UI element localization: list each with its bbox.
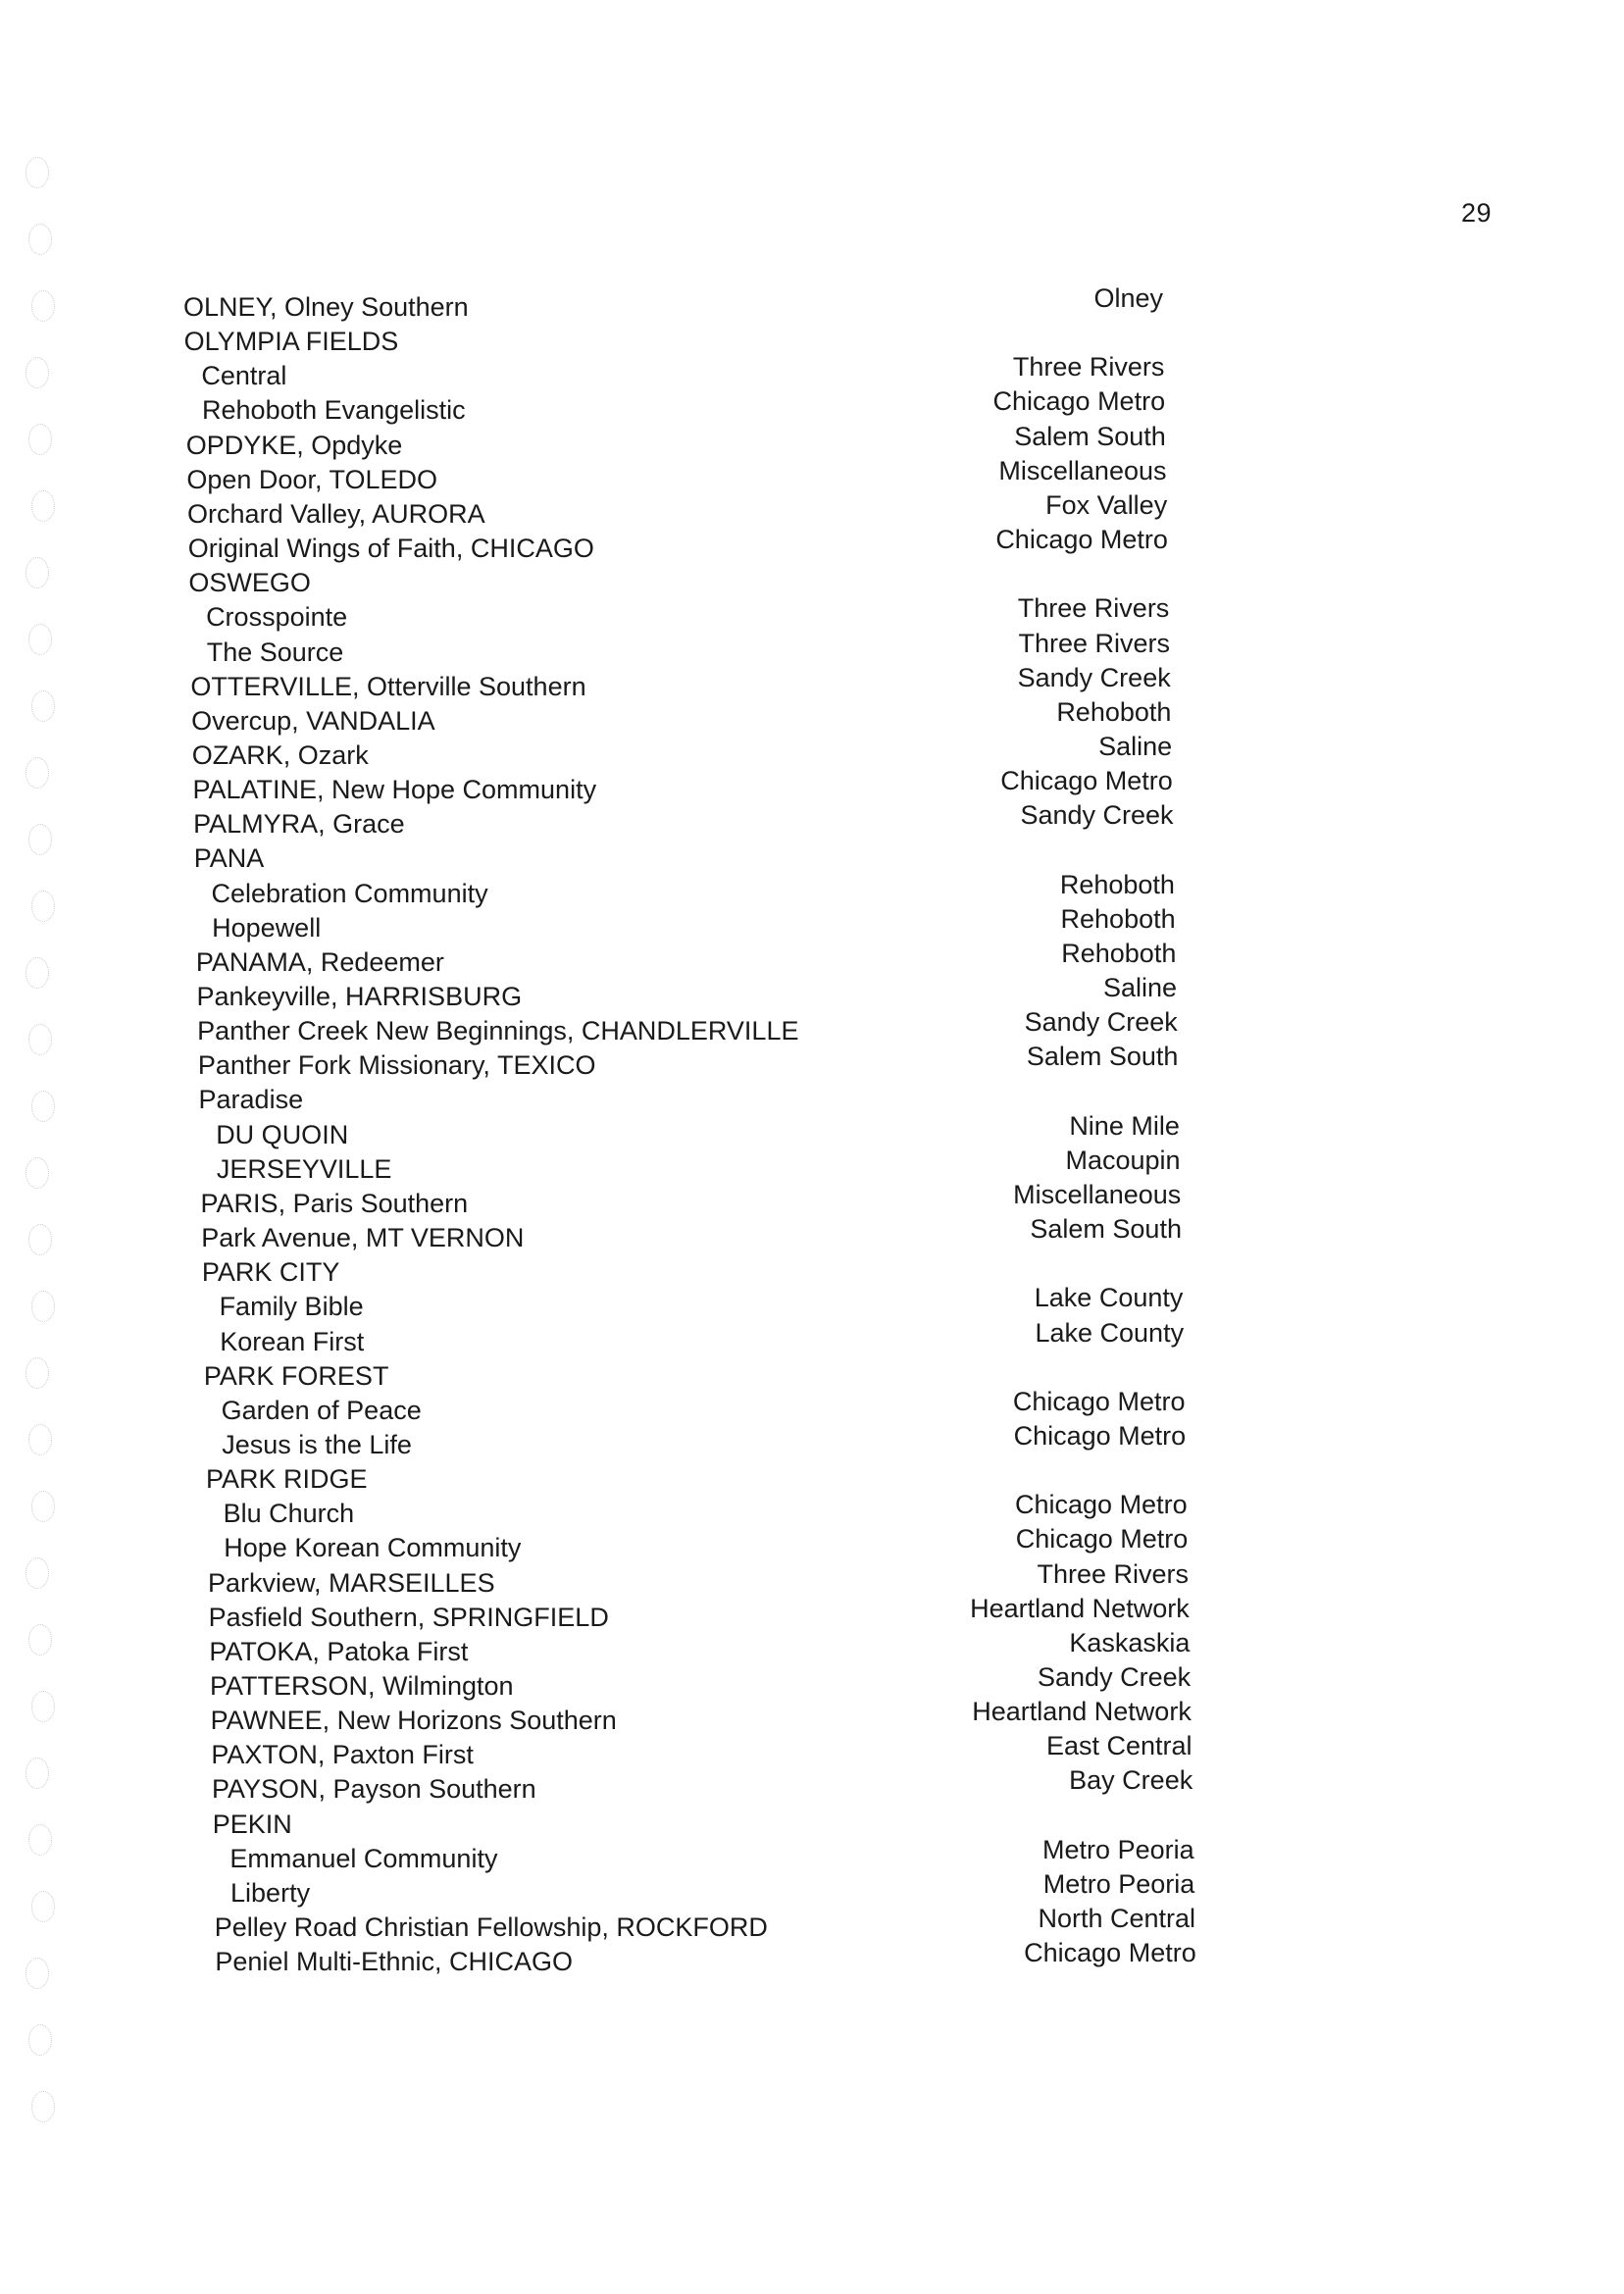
listing-association: Three Rivers	[1018, 628, 1171, 658]
listing-entry-name: PARK RIDGE	[205, 1464, 368, 1495]
listing-association: Chicago Metro	[1000, 766, 1173, 796]
listing-association: Kaskaskia	[1069, 1627, 1191, 1657]
listing-entry-name: PARIS, Paris Southern	[200, 1188, 469, 1218]
listing-subentry-name: The Source	[206, 637, 344, 667]
listing-association: Three Rivers	[1037, 1558, 1189, 1589]
listing-entry-name: Overcup, VANDALIA	[191, 705, 435, 736]
listing-association: Rehoboth	[1060, 903, 1176, 934]
listing-entry-name: Peniel Multi-Ethnic, CHICAGO	[215, 1947, 573, 1977]
listing-association: Chicago Metro	[1013, 1420, 1187, 1451]
listing-entry-name: Original Wings of Faith, CHICAGO	[187, 534, 594, 564]
listing-entry-name: PARK FOREST	[203, 1360, 389, 1391]
listing-association: Sandy Creek	[1017, 662, 1171, 692]
listing-association: Bay Creek	[1069, 1765, 1193, 1796]
listing-association: Chicago Metro	[1024, 1938, 1196, 1968]
listing-association: Miscellaneous	[1013, 1179, 1182, 1209]
listing-association: Heartland Network	[972, 1697, 1192, 1727]
listing-association: Nine Mile	[1069, 1110, 1180, 1141]
listing-subentry-name: Celebration Community	[211, 878, 488, 908]
listing-entry-name: OZARK, Ozark	[191, 739, 369, 770]
listing-association: Rehoboth	[1061, 938, 1177, 968]
listing-entry-name: Panther Fork Missionary, TEXICO	[197, 1050, 596, 1081]
page-number: 29	[1461, 198, 1493, 228]
listing-subentry-name: Blu Church	[223, 1499, 355, 1529]
listing-association: Miscellaneous	[998, 455, 1167, 485]
listing-association: Olney	[1093, 283, 1163, 313]
listing-association: Metro Peoria	[1042, 1868, 1195, 1899]
listing-association: Macoupin	[1065, 1145, 1181, 1175]
listing-subentry-name: Hope Korean Community	[224, 1533, 522, 1563]
listing-entry-name: Paradise	[198, 1085, 304, 1115]
listing-association: Metro Peoria	[1042, 1834, 1194, 1864]
listing-entry-name: PALATINE, New Hope Community	[192, 775, 597, 805]
listing-association: Saline	[1098, 731, 1173, 761]
listing-subentry-name: DU QUOIN	[216, 1119, 349, 1149]
listing-association: Three Rivers	[1012, 352, 1165, 382]
listing-association: Salem South	[1026, 1042, 1179, 1072]
listing-entry-name: PEKIN	[212, 1809, 292, 1839]
listing-entry-name: PAXTON, Paxton First	[211, 1740, 474, 1770]
listing-entry-name: Pankeyville, HARRISBURG	[196, 982, 523, 1011]
listing-subentry-name: Jesus is the Life	[222, 1429, 412, 1459]
listing-subentry-name: JERSEYVILLE	[216, 1153, 392, 1184]
listing-subentry-name: Emmanuel Community	[229, 1843, 498, 1873]
listing-entry-name: Open Door, TOLEDO	[186, 464, 437, 494]
listing-association: Sandy Creek	[1038, 1662, 1192, 1692]
listing-association: Fox Valley	[1045, 489, 1168, 520]
listing-association: East Central	[1045, 1731, 1193, 1761]
listing-entry-name: Orchard Valley, AURORA	[187, 498, 485, 529]
listing-entry-name: PATTERSON, Wilmington	[209, 1671, 514, 1701]
listing-association: Lake County	[1034, 1283, 1184, 1313]
listing-entry-name: PALMYRA, Grace	[193, 809, 405, 840]
listing-association: Chicago Metro	[1012, 1386, 1186, 1416]
listing-entry-name: PANA	[193, 843, 265, 874]
listing-entry-name: PARK CITY	[201, 1257, 340, 1288]
listing-subentry-name: Garden of Peace	[221, 1395, 422, 1425]
listing-association: Sandy Creek	[1024, 1007, 1178, 1038]
listing-entry-name: OTTERVILLE, Otterville Southern	[190, 671, 586, 701]
listing-entry-name: OPDYKE, Opdyke	[185, 430, 403, 460]
listing-entry-name: PANAMA, Redeemer	[195, 946, 444, 977]
listing-association: Salem South	[1030, 1214, 1182, 1245]
listing-association: North Central	[1038, 1904, 1196, 1934]
listing-association: Chicago Metro	[992, 386, 1166, 417]
listing-association: Rehoboth	[1059, 869, 1175, 899]
listing-association: Saline	[1102, 973, 1178, 1002]
listing-entry-name: Parkview, MARSEILLES	[207, 1567, 495, 1598]
listing-entry-name: OLNEY, Olney Southern	[183, 292, 469, 322]
listing-subentry-name: Liberty	[230, 1877, 311, 1908]
listing-association: Rehoboth	[1056, 696, 1172, 727]
listing-association: Chicago Metro	[1015, 1524, 1189, 1555]
listing-association: Heartland Network	[970, 1593, 1190, 1623]
listing-subentry-name: Central	[201, 361, 287, 391]
listing-entry-name: OLYMPIA FIELDS	[183, 327, 399, 357]
listing-subentry-name: Crosspointe	[206, 602, 348, 633]
listing-subentry-name: Hopewell	[212, 912, 322, 943]
listing-subentry-name: Family Bible	[219, 1292, 364, 1322]
listing-entry-name: PAWNEE, New Horizons Southern	[210, 1706, 617, 1736]
listing-entry-name: OSWEGO	[188, 568, 311, 598]
listing-association: Salem South	[1014, 421, 1166, 451]
listing-entry-name: PATOKA, Patoka First	[209, 1636, 469, 1666]
listing-entry-name: Pelley Road Christian Fellowship, ROCKFORD	[214, 1912, 768, 1943]
listing-entry-name: PAYSON, Payson Southern	[212, 1774, 536, 1805]
listing-entry-name: Panther Creek New Beginnings, CHANDLERVILLE	[197, 1016, 799, 1046]
listing-association: Lake County	[1035, 1317, 1185, 1348]
listing-association: Chicago Metro	[1015, 1490, 1188, 1520]
listing-subentry-name: Rehoboth Evangelistic	[202, 395, 466, 426]
listing-association: Three Rivers	[1017, 593, 1170, 624]
listing-association: Chicago Metro	[995, 525, 1168, 555]
listing-association: Sandy Creek	[1020, 800, 1174, 831]
listing-entry-name: Pasfield Southern, SPRINGFIELD	[208, 1602, 609, 1632]
listing-entry-name: Park Avenue, MT VERNON	[201, 1223, 525, 1253]
listing-subentry-name: Korean First	[220, 1326, 365, 1356]
